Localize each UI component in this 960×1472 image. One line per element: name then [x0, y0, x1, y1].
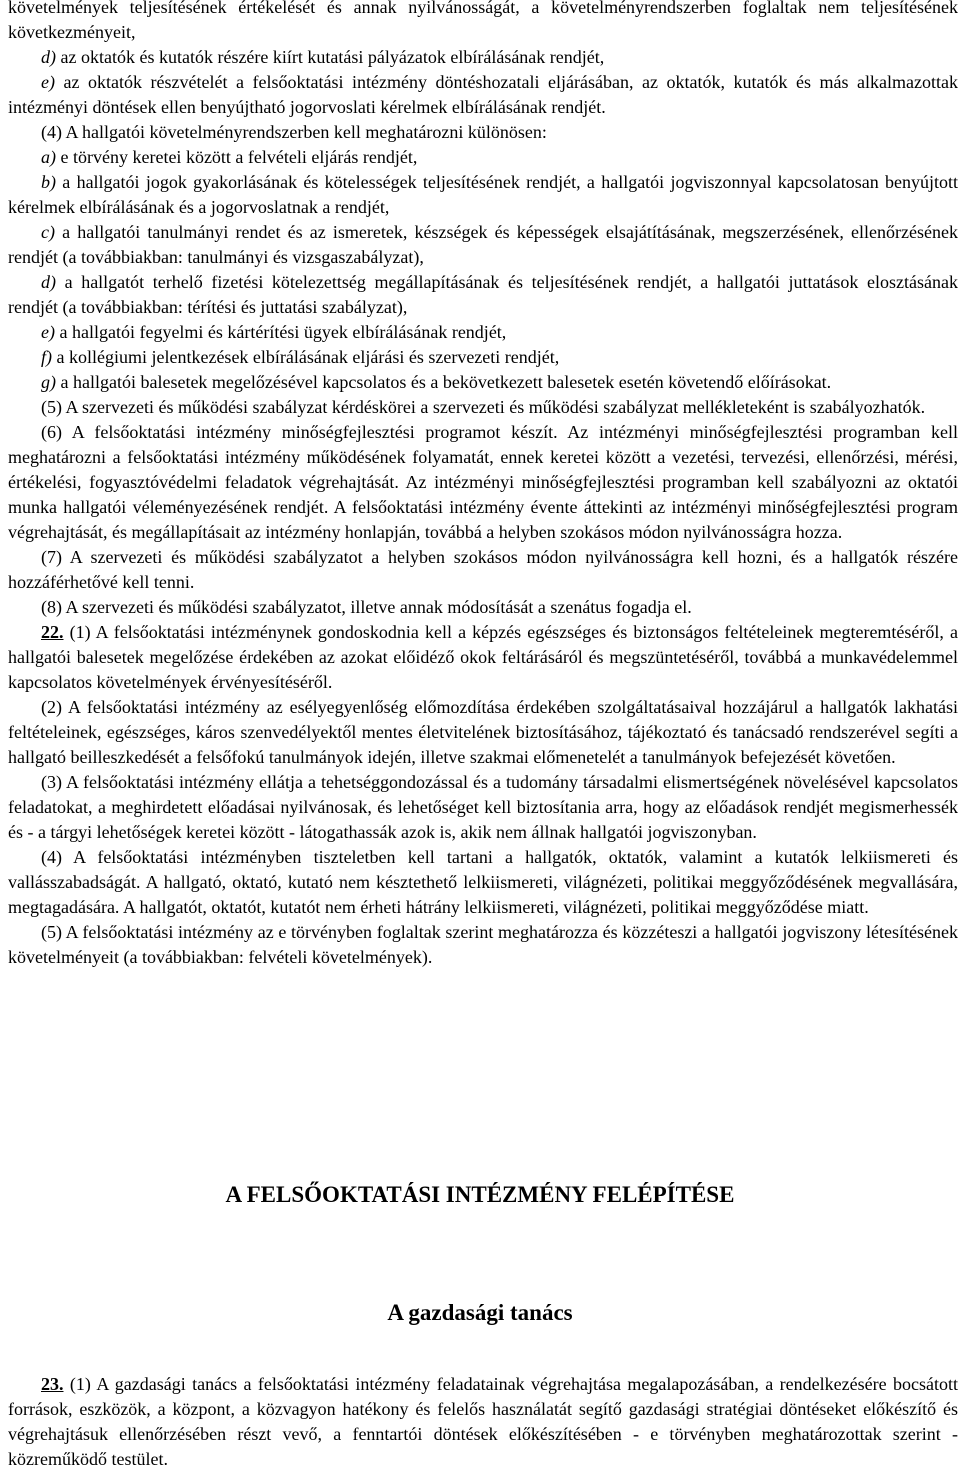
- paragraph: (4) A hallgatói követelményrendszerben kell meghatározni különösen:: [41, 122, 547, 142]
- paragraph: követelmények teljesítésének értékelését és annak nyilvánosságát, a követelményrendszerben foglaltak nem teljesítésének következményeit,: [8, 0, 958, 42]
- list-item: b) a hallgatói jogok gyakorlásának és kötelességek teljesítésének rendjét, a hallgatói jogviszonnyal kapcsolatosan benyújtott kérelmek elbírálásának és a jogorvoslatnak a rendjét,: [8, 172, 958, 217]
- paragraph: (3) A felsőoktatási intézmény ellátja a tehetséggondozással és a tudomány társadalmi elismertségének növelésével kapcsolatos feladatokat, a meghirdetett előadásai nyilvánosak, és lehetőséget kell biztosítania arra, hogy az előadások rendjét megismerhessék és - a tárgyi lehetőségek keretei között - látogathassák azok is, akik nem állnak hallgatói jogviszonyban.: [8, 772, 958, 842]
- body-text: [8, 0, 958, 970]
- chapter-heading: A FELSŐOKTATÁSI INTÉZMÉNY FELÉPÍTÉSE: [225, 1182, 735, 1207]
- paragraph: (2) A felsőoktatási intézmény az esélyegyenlőség előmozdítása érdekében szolgáltatásaival hozzájárul a hallgatók lakhatási feltételeinek, egészséges, káros szenvedélyektől mentes életvitelének biztosításához, tájékoztató és tanácsadó rendszerével segíti a hallgató beilleszkedését a felsőfokú tanulmányok idején, illetve szakmai előmenetelét a tanulmányok befejezését követően.: [8, 697, 958, 767]
- list-item: d) az oktatók és kutatók részére kiírt kutatási pályázatok elbírálásának rendjét,: [41, 47, 605, 67]
- list-item: c) a hallgatói tanulmányi rendet és az ismeretek, készségek és képességek elsajátításának, megszerzésének, ellenőrzésének rendjét (a továbbiakban: tanulmányi és vizsgaszabályzat),: [8, 222, 958, 267]
- section-heading: A gazdasági tanács: [387, 1300, 573, 1325]
- body-text-continued: [8, 1372, 958, 1472]
- section-number: 22.: [41, 622, 64, 642]
- paragraph: (8) A szervezeti és működési szabályzatot, illetve annak módosítását a szenátus fogadja el.: [41, 597, 692, 617]
- paragraph: (7) A szervezeti és működési szabályzatot a helyben szokásos módon nyilvánosságra kell hozni, és a hallgatók részére hozzáférhetővé kell tenni.: [8, 547, 958, 592]
- paragraph: (5) A szervezeti és működési szabályzat kérdéskörei a szervezeti és működési szabályzat mellékleteként is szabályozhatók.: [41, 397, 926, 417]
- section-paragraph: 22. (1) A felsőoktatási intézménynek gondoskodnia kell a képzés egészséges és biztonságos feltételeinek megteremtéséről, a hallgatói balesetek megelőzése érdekében az azokat előidéző okok feltárásáról és megszüntetéséről, továbbá a munkavédelemmel kapcsolatos követelmények érvényesítéséről.: [8, 622, 958, 692]
- list-item: e) a hallgatói fegyelmi és kártérítési ügyek elbírálásának rendjét,: [41, 322, 507, 342]
- list-item: g) a hallgatói balesetek megelőzésével kapcsolatos és a bekövetkezett balesetek esetén követendő előírásokat.: [41, 372, 832, 392]
- paragraph: (5) A felsőoktatási intézmény az e törvényben foglaltak szerint meghatározza és közzéteszi a hallgatói jogviszony létesítésének követelményeit (a továbbiakban: felvételi követelmények).: [8, 922, 958, 967]
- list-item: e) az oktatók részvételét a felsőoktatási intézmény döntéshozatali eljárásában, az oktatók, kutatók és más alkalmazottak intézményi döntések ellen benyújtható jogorvoslati kérelmek elbírálásának rendjét.: [8, 72, 958, 117]
- list-item: f) a kollégiumi jelentkezések elbírálásának eljárási és szervezeti rendjét,: [41, 347, 560, 367]
- section-number: 23.: [41, 1374, 64, 1394]
- paragraph: (4) A felsőoktatási intézményben tiszteletben kell tartani a hallgatók, oktatók, valamint a kutatók lelkiismereti és vallásszabadságát. A hallgató, oktató, kutató nem késztethető lelkiismereti, világnézeti, politikai meggyőződésének megvallására, megtagadására. A hallgatót, oktatót, kutatót nem érheti hátrány lelkiismereti, világnézeti, politikai meggyőződése miatt.: [8, 847, 958, 917]
- section-paragraph: 23. (1) A gazdasági tanács a felsőoktatási intézmény feladatainak végrehajtása megalapozásában, a rendelkezésére bocsátott források, eszközök, a központ, a közvagyon hatékony és felelős használatát segítő gazdasági stratégiai döntéseket előkészítő és végrehajtásuk ellenőrzésében részt vevő, a fenntartói döntések előkészítésében - e törvényben meghatározottak szerint - közreműködő testület.: [8, 1374, 958, 1469]
- list-item: a) e törvény keretei között a felvételi eljárás rendjét,: [41, 147, 418, 167]
- paragraph: (6) A felsőoktatási intézmény minőségfejlesztési programot készít. Az intézményi minőségfejlesztési programban kell meghatározni a felsőoktatási intézmény működésének folyamatát, ennek keretei között a vezetési, tervezési, ellenőrzési, mérési, értékelési, fogyasztóvédelmi feladatok végrehajtását. Az intézményi minőségfejlesztési programban kell szabályozni az oktatói munka hallgatói véleményezésének rendjét. A felsőoktatási intézmény évente áttekinti az intézményi minőségfejlesztési program végrehajtását, és megállapításait az intézmény honlapján, továbbá a helyben szokásos módon nyilvánosságra hozza.: [8, 422, 958, 542]
- list-item: d) a hallgatót terhelő fizetési kötelezettség megállapításának és teljesítésének rendjét, a hallgatói juttatások elosztásának rendjét (a továbbiakban: térítési és juttatási szabályzat),: [8, 272, 958, 317]
